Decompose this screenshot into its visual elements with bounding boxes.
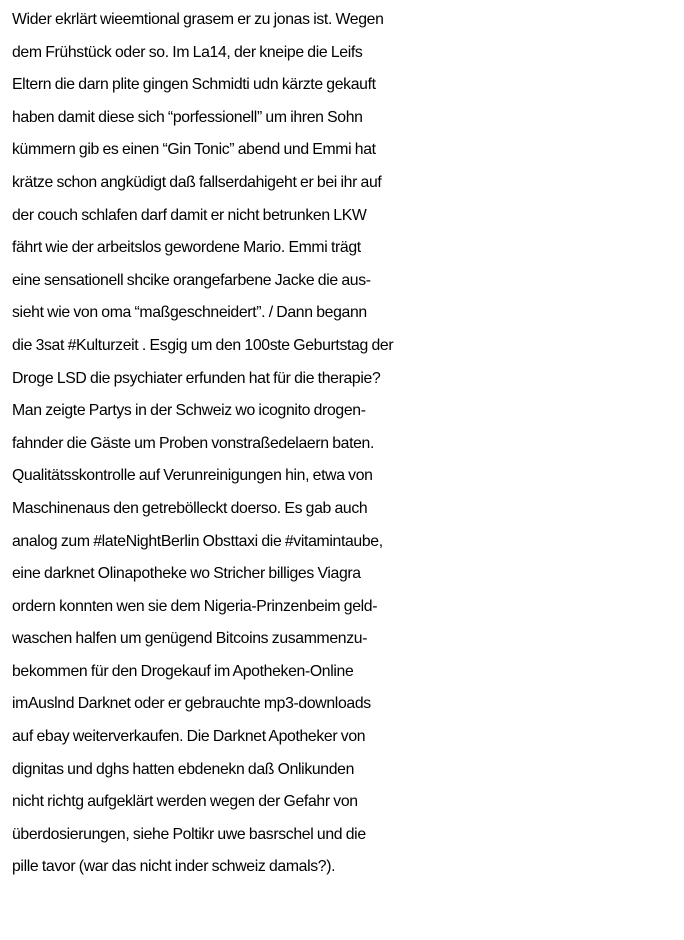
text-line: pille tavor (war das nicht inder schweiz damals?). <box>12 858 336 876</box>
text-line: Qualitätsskontrolle auf Verunreinigungen hin, etwa von <box>12 467 373 485</box>
body-text <box>12 4 680 884</box>
text-line: eine darknet Olinapotheke wo Stricher billiges Viagra <box>12 565 361 583</box>
text-line: Wider ekrlärt wieemtional grasem er zu jonas ist. Wegen <box>12 11 384 28</box>
text-line: Droge LSD die psychiater erfunden hat für die therapie? <box>12 369 381 387</box>
text-line: dem Frühstück oder so. Im La14, der kneipe die Leifs <box>12 43 363 61</box>
text-line: fährt wie der arbeitslos gewordene Mario. Emmi trägt <box>12 239 361 257</box>
text-line: ordern konnten wen sie dem Nigeria-Prinzenbeim geld- <box>12 597 378 615</box>
text-line: Man zeigte Partys in der Schweiz wo icognito drogen- <box>12 402 366 420</box>
text-line: haben damit diese sich “porfessionell” um ihren Sohn <box>12 108 363 126</box>
text-line: fahnder die Gäste um Proben vonstraßedelaern baten. <box>12 434 375 452</box>
text-line: imAuslnd Darknet oder er gebrauchte mp3-downloads <box>12 695 371 713</box>
text-line: dignitas und dghs hatten ebdenekn daß Onlikunden <box>12 760 355 778</box>
text-line: der couch schlafen darf damit er nicht betrunken LKW <box>12 206 367 224</box>
text-line: sieht wie von oma “maßgeschneidert”. / Dann begann <box>12 304 367 322</box>
text-line: die 3sat #Kulturzeit . Esgig um den 100ste Geburtstag der <box>12 336 394 354</box>
text-line: Maschinenaus den getrebölleckt doerso. Es gab auch <box>12 499 368 517</box>
text-line: krätze schon angküdigt daß fallserdahigeht er bei ihr auf <box>12 173 382 191</box>
text-line: Eltern die darn plite gingen Schmidti udn kärzte gekauft <box>12 76 376 94</box>
text-line: kümmern gib es einen “Gin Tonic” abend und Emmi hat <box>12 141 376 159</box>
text-line: waschen halfen um genügend Bitcoins zusammenzu- <box>12 630 368 648</box>
text-line: analog zum #lateNightBerlin Obsttaxi die #vitamintaube, <box>12 532 383 550</box>
text-line: bekommen für den Drogekauf im Apotheken-Online <box>12 662 354 680</box>
text-line: eine sensationell shcike orangefarbene Jacke die aus- <box>12 271 371 289</box>
text-line: überdosierungen, siehe Poltikr uwe basrschel und die <box>12 825 366 843</box>
text-line: nicht richtg aufgeklärt werden wegen der Gefahr von <box>12 793 358 811</box>
text-line: auf ebay weiterverkaufen. Die Darknet Apotheker von <box>12 728 366 746</box>
